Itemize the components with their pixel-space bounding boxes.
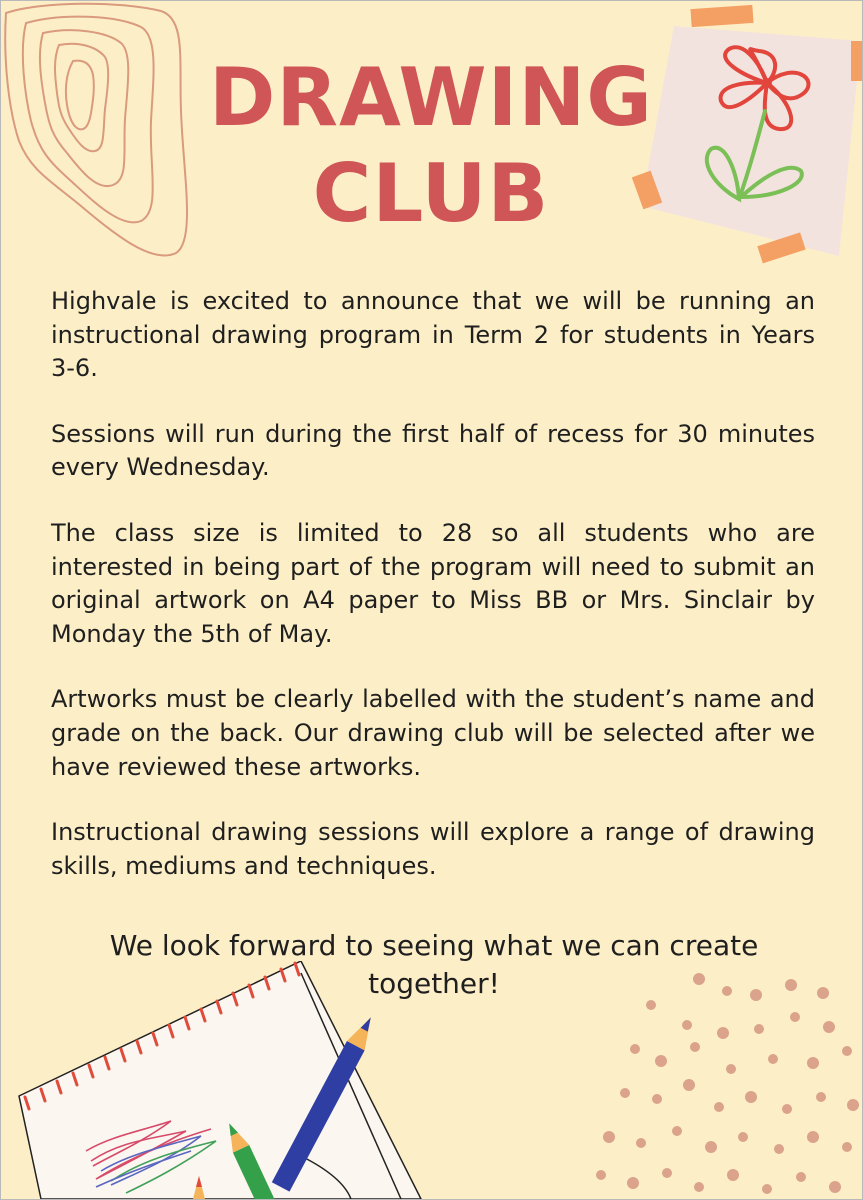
paragraph-skills: Instructional drawing sessions will explore a range of drawing skills, mediums and techniques. <box>51 818 815 880</box>
dots-decoration <box>591 961 863 1199</box>
closing-message: We look forward to seeing what we can create together! <box>109 929 759 1000</box>
paragraph-intro: Highvale is excited to announce that we will be running an instructional drawing program in Term 2 for students in Years 3-6. <box>51 287 815 383</box>
announcement-body <box>51 285 815 915</box>
sketchbook-pencils-decoration <box>1 961 431 1199</box>
paragraph-class-size: The class size is limited to 28 so all students who are interested in being part of the program will need to submit an original artwork on A4 paper to Miss BB or Mrs. Sinclair by Monday the 5th of May. <box>51 518 815 648</box>
title-line-1: DRAWING <box>209 51 653 144</box>
title-line-2: CLUB <box>312 147 550 240</box>
paragraph-sessions: Sessions will run during the first half of recess for 30 minutes every Wednesday. <box>51 419 815 482</box>
paragraph-labelling: Artworks must be clearly labelled with the student’s name and grade on the back. Our drawing club will be selected after we have reviewed these artworks. <box>51 685 815 781</box>
